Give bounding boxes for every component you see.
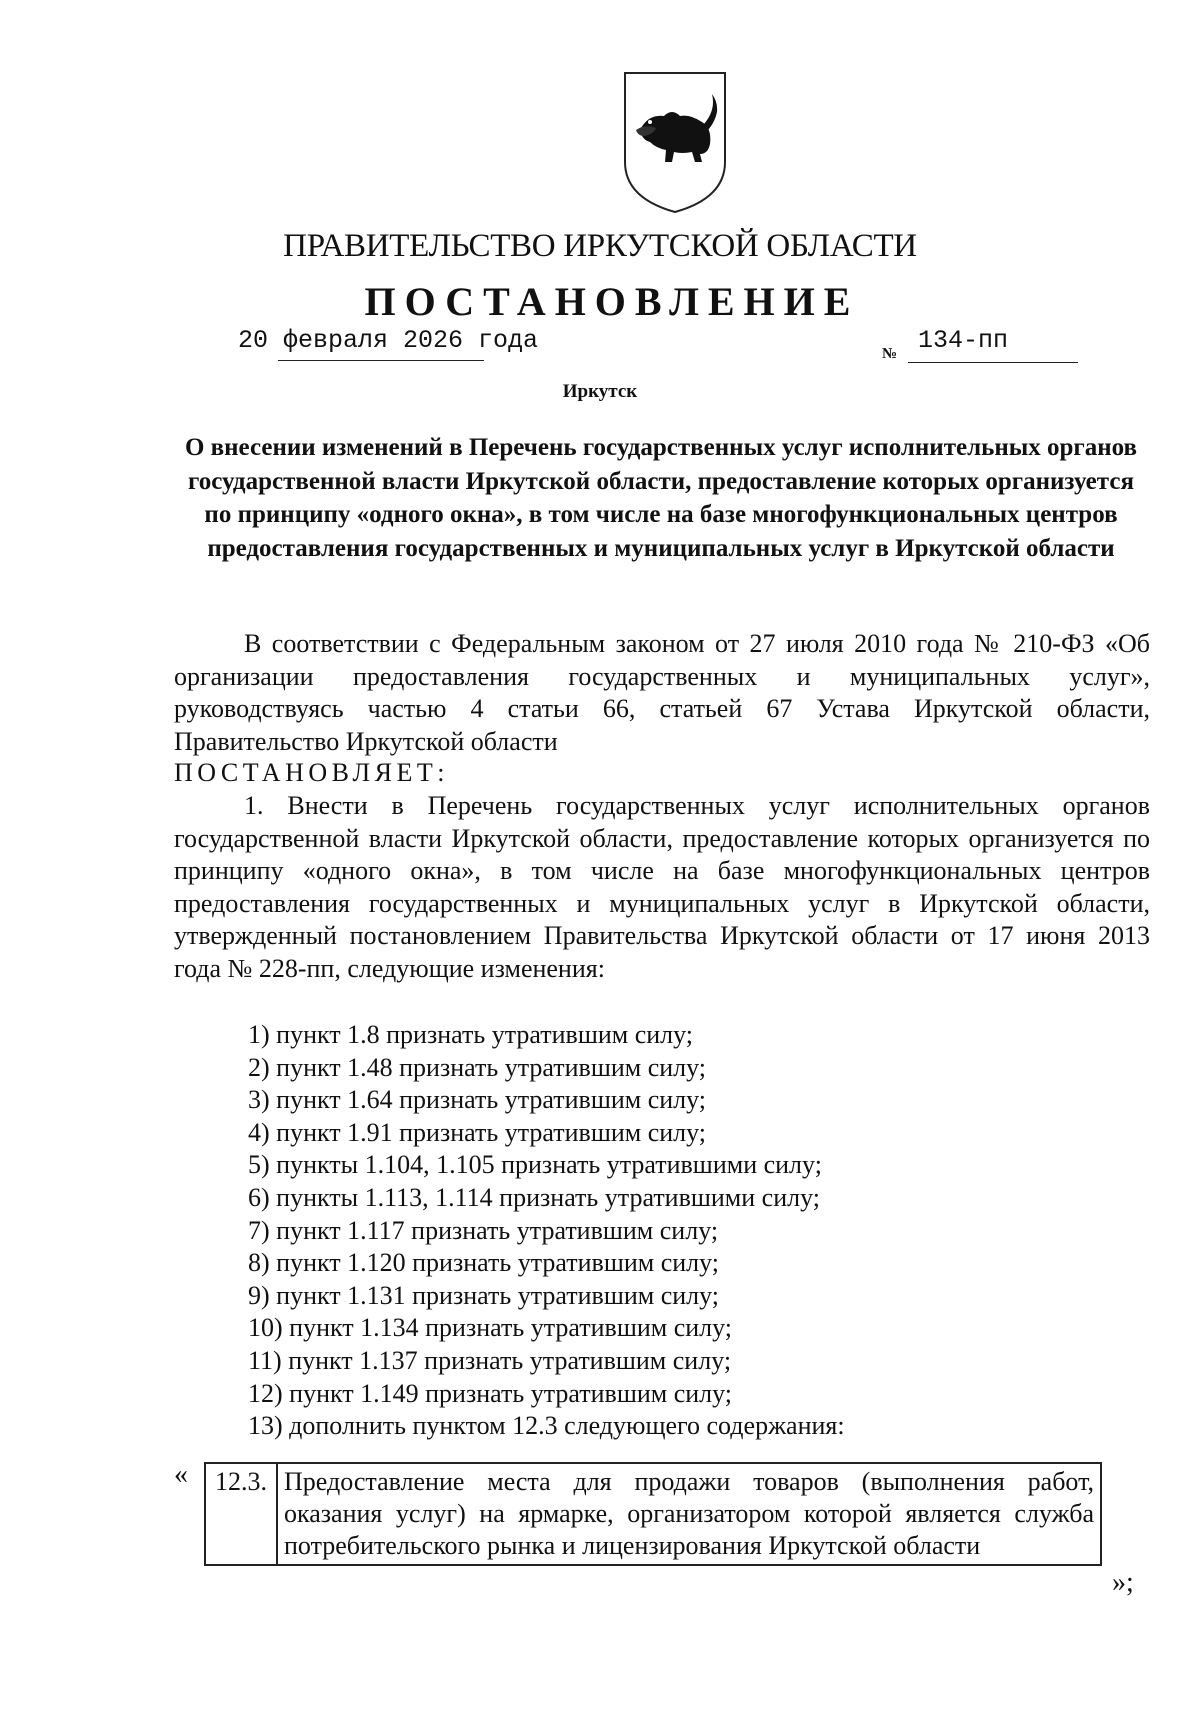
list-item: 2) пункт 1.48 признать утратившим силу; bbox=[248, 1052, 707, 1082]
government-name: ПРАВИТЕЛЬСТВО ИРКУТСКОЙ ОБЛАСТИ bbox=[283, 228, 917, 264]
document-city: Иркутск bbox=[562, 381, 638, 402]
list-item: 5) пункты 1.104, 1.105 признать утратившими силу; bbox=[248, 1150, 822, 1180]
list-item: 6) пункты 1.113, 1.114 признать утратившими силу; bbox=[248, 1182, 820, 1212]
list-item: 7) пункт 1.117 признать утратившим силу; bbox=[248, 1215, 719, 1245]
list-item: 8) пункт 1.120 признать утратившим силу; bbox=[248, 1248, 720, 1278]
preamble-paragraph: В соответствии с Федеральным законом от 27 июля 2010 года № 210-ФЗ «Об организации предоставления государственных и муниципальных услуг», руководствуясь частью 4 статьи 66, статьей 67 Устава Иркутской области, Правительство Иркутской области bbox=[174, 629, 1150, 756]
list-item: 11) пункт 1.137 признать утратившим силу; bbox=[248, 1345, 732, 1375]
item-1-paragraph: 1. Внести в Перечень государственных услуг исполнительных органов государственной власти Иркутской области, предоставление которых организуется по принципу «одного окна», в том числе на базе многофункциональных центров предоставления государственных и муниципальных услуг в Иркутской области, утвержденный постановлением Правительства Иркутской области от 17 июня 2013 года № 228-пп, следующие изменения: bbox=[174, 791, 1150, 983]
table-row bbox=[205, 1463, 1101, 1565]
new-point-number: 12.3. bbox=[205, 1463, 277, 1565]
number-underline bbox=[908, 362, 1078, 363]
list-item: 1) пункт 1.8 признать утратившим силу; bbox=[248, 1020, 694, 1049]
list-item: 10) пункт 1.134 признать утратившим силу; bbox=[248, 1313, 733, 1343]
closing-quote: »; bbox=[1112, 1567, 1134, 1598]
changes-list bbox=[174, 1019, 1150, 1443]
new-point-table bbox=[204, 1462, 1102, 1566]
list-item: 3) пункт 1.64 признать утратившим силу; bbox=[248, 1085, 707, 1115]
document-heading: О внесении изменений в Перечень государственных услуг исполнительных органов государственной власти Иркутской области, предоставление которых организуется по принципу «одного окна», в том числе на базе многофункциональных центров предоставления государственных и муниципальных услуг в Иркутской области bbox=[184, 434, 1138, 562]
opening-quote: « bbox=[174, 1459, 188, 1490]
document-date: 20 февраля 2026 года bbox=[238, 326, 539, 355]
new-point-text: Предоставление места для продажи товаров (выполнения работ, оказания услуг) на ярмарке, организатором которой является служба потребительского рынка и лицензирования Иркутской области bbox=[277, 1463, 1101, 1565]
list-item: 13) дополнить пунктом 12.3 следующего содержания: bbox=[248, 1411, 845, 1441]
coat-of-arms-emblem bbox=[620, 70, 730, 215]
list-item: 4) пункт 1.91 признать утратившим силу; bbox=[248, 1117, 707, 1147]
list-item: 9) пункт 1.131 признать утратившим силу; bbox=[248, 1280, 720, 1310]
number-sign: № bbox=[882, 346, 898, 362]
list-item: 12) пункт 1.149 признать утратившим силу; bbox=[248, 1378, 733, 1408]
document-number: 134-пп bbox=[918, 326, 1009, 355]
date-underline bbox=[278, 360, 484, 361]
document-type: ПОСТАНОВЛЕНИЕ bbox=[364, 279, 860, 324]
decree-word: ПОСТАНОВЛЯЕТ: bbox=[174, 758, 449, 787]
